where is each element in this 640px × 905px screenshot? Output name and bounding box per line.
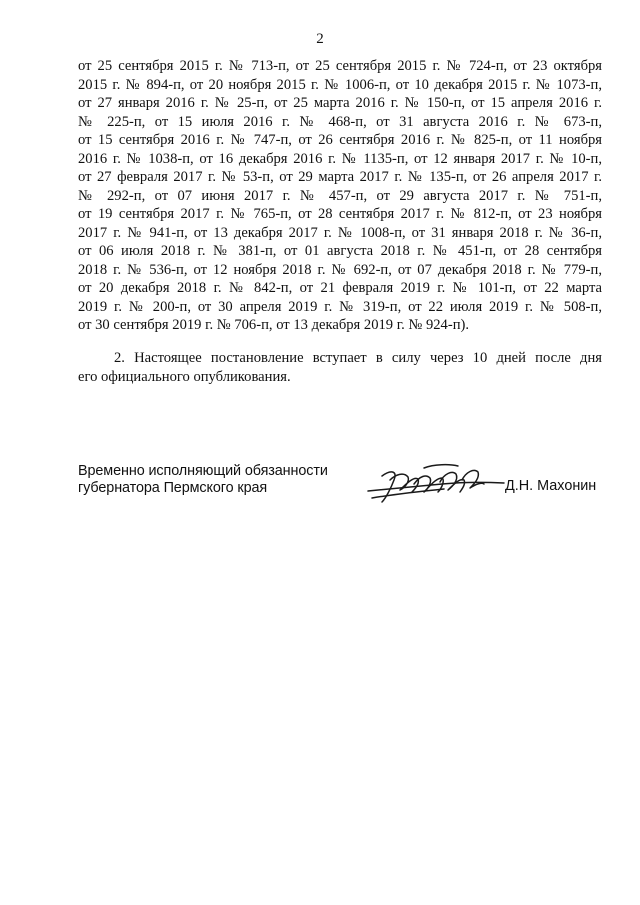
- text-line: от 30 сентября 2019 г. № 706-п, от 13 декабря 2019 г. № 924-п).: [78, 317, 470, 333]
- text-line: от 06 июля 2018 г. № 381-п, от 01 августа 2018 г. № 451-п, от 28 сентября: [78, 243, 602, 259]
- text-line: от 19 сентября 2017 г. № 765-п, от 28 сентября 2017 г. № 812-п, от 23 ноября: [78, 206, 602, 222]
- text-line: 2018 г. № 536-п, от 12 ноября 2018 г. № 692-п, от 07 декабря 2018 г. № 779-п,: [78, 261, 602, 278]
- page-number: 2: [316, 31, 324, 47]
- text-line: 2. Настоящее постановление вступает в силу через 10 дней после дня: [114, 350, 602, 366]
- text-line: от 25 сентября 2015 г. № 713-п, от 25 сентября 2015 г. № 724-п, от 23 октября: [78, 58, 602, 74]
- text-line: 2015 г. № 894-п, от 20 ноября 2015 г. № 1006-п, от 10 декабря 2015 г. № 1073-п,: [78, 76, 602, 93]
- paragraph-amendment-list: [78, 57, 602, 335]
- text-line: № 225-п, от 15 июля 2016 г. № 468-п, от 31 августа 2016 г. № 673-п,: [78, 113, 602, 130]
- signatory-position-line: губернатора Пермского края: [78, 480, 268, 496]
- text-line: от 27 января 2016 г. № 25-п, от 25 марта 2016 г. № 150-п, от 15 апреля 2016 г.: [78, 95, 602, 111]
- text-line: № 292-п, от 07 июня 2017 г. № 457-п, от 29 августа 2017 г. № 751-п,: [78, 187, 602, 204]
- text-line: от 15 сентября 2016 г. № 747-п, от 26 сентября 2016 г. № 825-п, от 11 ноября: [78, 132, 602, 148]
- handwritten-signature: [364, 462, 506, 508]
- signatory-name: Д.Н. Махонин: [505, 478, 597, 494]
- text-line: 2019 г. № 200-п, от 30 апреля 2019 г. № 319-п, от 22 июля 2019 г. № 508-п,: [78, 298, 602, 315]
- signatory-position: [78, 463, 328, 497]
- text-line: его официального опубликования.: [78, 368, 291, 385]
- text-line: 2017 г. № 941-п, от 13 декабря 2017 г. № 1008-п, от 31 января 2018 г. № 36-п,: [78, 224, 602, 241]
- text-line: 2016 г. № 1038-п, от 16 декабря 2016 г. № 1135-п, от 12 января 2017 г. № 10-п,: [78, 150, 602, 167]
- paragraph-effective-date: [78, 349, 602, 386]
- text-line: от 20 декабря 2018 г. № 842-п, от 21 февраля 2019 г. № 101-п, от 22 марта: [78, 280, 602, 296]
- signatory-position-line: Временно исполняющий обязанности: [78, 463, 328, 479]
- text-line: от 27 февраля 2017 г. № 53-п, от 29 марта 2017 г. № 135-п, от 26 апреля 2017 г.: [78, 169, 602, 185]
